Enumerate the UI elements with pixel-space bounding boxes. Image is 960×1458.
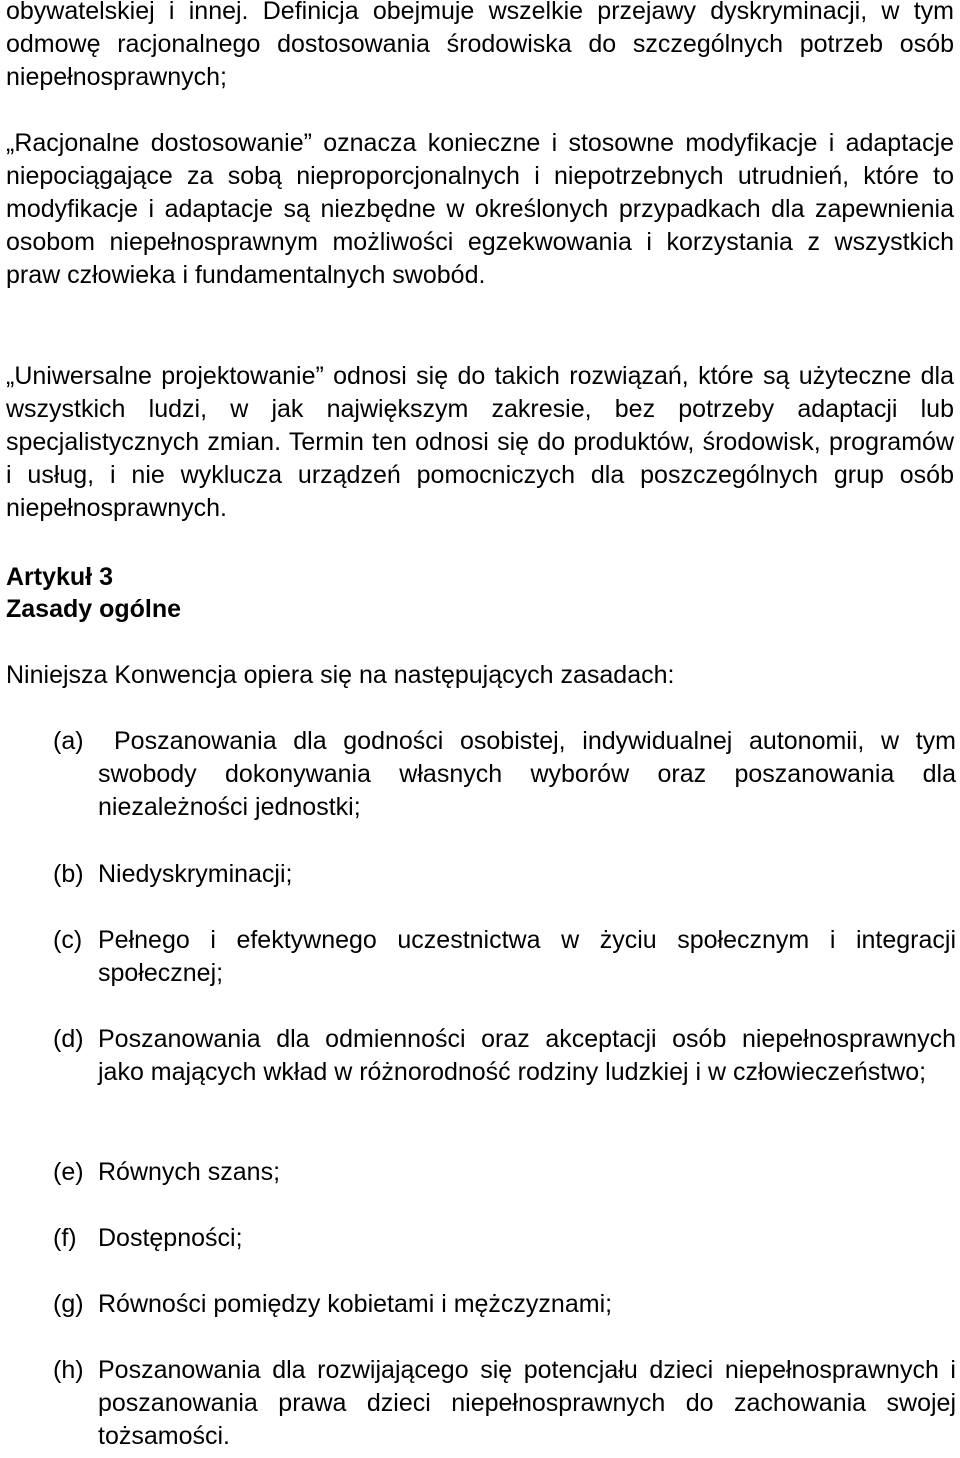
list-label: (h): [53, 1356, 84, 1384]
list-label: (c): [53, 926, 83, 954]
list-text: Równości pomiędzy kobietami i mężczyznami;: [98, 1290, 613, 1318]
list-text: Poszanowania dla rozwijającego się potencjału dzieci niepełnosprawnych i poszanowania prawa dzieci niepełnosprawnych do zachowania swojej tożsamości.: [98, 1356, 956, 1450]
paragraph-universal-design: „Uniwersalne projektowanie” odnosi się do takich rozwiązań, które są użyteczne dla wszystkich ludzi, w jak największym zakresie, bez potrzeby adaptacji lub specjalistycznych zmian. Termin ten odnosi się do produktów, środowisk, programów i usług, i nie wyklucza urządzeń pomocniczych dla poszczególnych grup osób niepełnosprawnych.: [6, 362, 954, 522]
paragraph-reasonable-accommodation: „Racjonalne dostosowanie” oznacza konieczne i stosowne modyfikacje i adaptacje niepociągające za sobą nieproporcjonalnych i niepotrzebnych utrudnień, które to modyfikacje i adaptacje są niezbędne w określonych przypadkach dla zapewnienia osobom niepełnosprawnym możliwości egzekwowania i korzystania z wszystkich praw człowieka i fundamentalnych swobód.: [6, 129, 954, 289]
list-text: Równych szans;: [98, 1158, 281, 1186]
principles-intro: Niniejsza Konwencja opiera się na następujących zasadach:: [6, 661, 675, 689]
list-label: (f): [53, 1224, 77, 1252]
list-text: Pełnego i efektywnego uczestnictwa w życiu społecznym i integracji społecznej;: [98, 926, 956, 987]
list-label: (a): [53, 727, 84, 755]
article-number: Artykuł 3: [6, 563, 113, 591]
list-text: Poszanowania dla godności osobistej, indywidualnej autonomii, w tym swobody dokonywania własnych wyborów oraz poszanowania dla niezależności jednostki;: [98, 727, 956, 821]
list-label: (b): [53, 860, 84, 888]
article-title: Zasady ogólne: [6, 595, 182, 623]
list-text: Niedyskryminacji;: [98, 860, 293, 888]
list-text: Poszanowania dla odmienności oraz akceptacji osób niepełnosprawnych jako mających wkład w różnorodność rodziny ludzkiej i w człowieczeństwo;: [98, 1025, 956, 1086]
list-label: (g): [53, 1290, 84, 1318]
list-text: Dostępności;: [98, 1224, 243, 1252]
paragraph-discrimination-definition: obywatelskiej i innej. Definicja obejmuje wszelkie przejawy dyskryminacji, w tym odmowę racjonalnego dostosowania środowiska do szczególnych potrzeb osób niepełnosprawnych;: [6, 0, 954, 91]
list-label: (d): [53, 1025, 84, 1053]
list-label: (e): [53, 1158, 84, 1186]
